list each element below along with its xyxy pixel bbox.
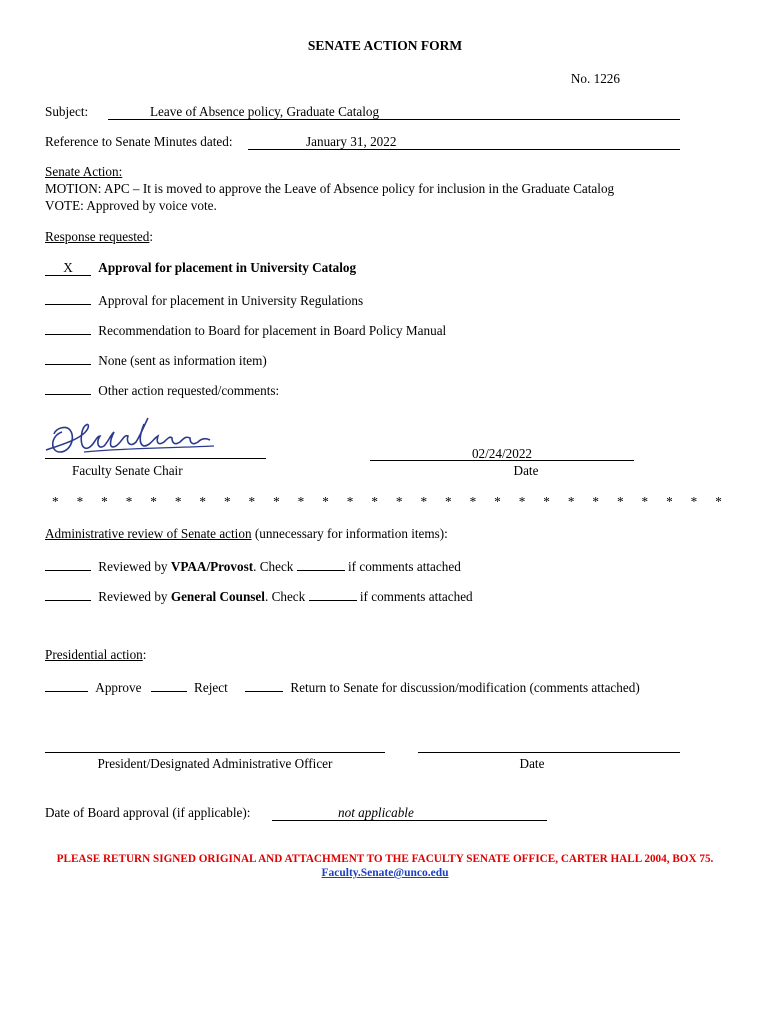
separator-star: * <box>616 494 624 509</box>
check-label: . Check <box>264 589 306 604</box>
reference-field <box>248 134 680 150</box>
board-approval-label: Date of Board approval (if applicable): <box>45 805 251 820</box>
response-heading-text: Response requested <box>45 229 150 244</box>
separator-star: * <box>420 494 428 509</box>
officer-date-label: Date <box>519 756 545 771</box>
separator-star: * <box>641 494 649 509</box>
response-label: Other action requested/comments: <box>98 383 280 398</box>
presidential-heading-text: Presidential action <box>45 647 143 662</box>
presidential-options <box>45 677 640 696</box>
response-label: Approval for placement in University Regulations <box>98 293 364 308</box>
admin-heading <box>45 526 448 542</box>
response-check-blank[interactable] <box>45 380 91 395</box>
signature-date-line <box>370 460 634 461</box>
general-counsel-label: General Counsel <box>170 589 265 604</box>
separator-star: * <box>322 494 329 509</box>
vpaa-review-row <box>45 556 461 575</box>
reject-label: Reject <box>194 680 228 695</box>
separator-star: * <box>346 494 354 509</box>
chair-signature <box>44 410 224 460</box>
response-option-none <box>45 350 267 369</box>
approve-blank[interactable] <box>45 677 88 692</box>
subject-label: Subject: <box>45 104 89 119</box>
response-option-board <box>45 320 446 339</box>
response-option-regulations <box>45 290 363 309</box>
reject-blank[interactable] <box>151 677 187 692</box>
return-instructions: PLEASE RETURN SIGNED ORIGINAL AND ATTACHMENT TO THE FACULTY SENATE OFFICE, CARTER HALL 2004, BOX 75. <box>56 853 714 865</box>
separator-star: * <box>543 494 550 509</box>
officer-date-line[interactable] <box>418 752 680 753</box>
response-label: Approval for placement in University Catalog <box>98 260 357 275</box>
separator-star: * <box>199 494 206 509</box>
response-check-blank[interactable] <box>45 290 91 305</box>
separator-star: * <box>125 494 133 509</box>
reviewed-by-label: Reviewed by <box>98 559 171 574</box>
vpaa-comments-blank[interactable] <box>297 556 345 571</box>
separator-star: * <box>518 494 526 509</box>
separator-star: * <box>52 494 59 509</box>
separator-star: * <box>469 494 477 509</box>
chair-label: Faculty Senate Chair <box>72 463 183 478</box>
separator-star: * <box>445 494 452 509</box>
response-label: None (sent as information item) <box>98 353 267 368</box>
subject-field <box>108 104 680 120</box>
chair-signature-line <box>45 458 266 459</box>
response-heading <box>45 229 153 245</box>
presidential-heading <box>45 647 146 663</box>
separator-star: * <box>395 494 403 509</box>
officer-signature-line[interactable] <box>45 752 385 753</box>
email-line <box>0 867 770 879</box>
counsel-comments-blank[interactable] <box>309 586 357 601</box>
separator-star: * <box>273 494 280 509</box>
response-label: Recommendation to Board for placement in Board Policy Manual <box>98 323 447 338</box>
vpaa-label: VPAA/Provost <box>170 559 254 574</box>
counsel-review-row <box>45 586 473 605</box>
motion-text: MOTION: APC – It is moved to approve the Leave of Absence policy for inclusion in the Graduate Catalog <box>45 181 615 196</box>
check-label: . Check <box>253 559 294 574</box>
senate-action-heading: Senate Action: <box>45 164 123 179</box>
subject-value: Leave of Absence policy, Graduate Catalog <box>150 104 380 119</box>
separator-star: * <box>248 494 256 509</box>
response-option-catalog <box>45 260 356 276</box>
signature-date-value: 02/24/2022 <box>471 446 533 461</box>
separator-star: * <box>592 494 599 509</box>
form-number: No. 1226 <box>570 71 620 86</box>
faculty-senate-email-link[interactable]: Faculty.Senate@unco.edu <box>321 867 449 879</box>
reference-value: January 31, 2022 <box>306 134 397 149</box>
separator-star: * <box>223 494 231 509</box>
separator-star: * <box>567 494 575 509</box>
presidential-heading-colon: : <box>142 647 147 662</box>
board-approval-value: not applicable <box>338 805 414 820</box>
comments-label: if comments attached <box>348 559 461 574</box>
separator-star: * <box>76 494 84 509</box>
comments-label: if comments attached <box>359 589 473 604</box>
separator-star: * <box>371 494 378 509</box>
response-check-blank[interactable] <box>45 320 91 335</box>
separator-star: * <box>690 494 698 509</box>
separator-star: * <box>297 494 305 509</box>
return-label: Return to Senate for discussion/modification (comments attached) <box>290 680 640 695</box>
separator-star: * <box>150 494 157 509</box>
reviewed-by-label: Reviewed by <box>98 589 171 604</box>
response-option-other <box>45 380 279 399</box>
response-check-blank[interactable] <box>45 350 91 365</box>
response-heading-colon: : <box>149 229 154 244</box>
separator-star: * <box>666 494 673 509</box>
officer-label: President/Designated Administrative Officer <box>97 756 333 771</box>
vpaa-review-blank[interactable] <box>45 556 91 571</box>
reference-label: Reference to Senate Minutes dated: <box>45 134 233 149</box>
star-separator <box>52 494 722 510</box>
admin-heading-rest: (unnecessary for information items): <box>251 526 448 541</box>
signature-date-label: Date <box>513 463 539 478</box>
admin-heading-underlined: Administrative review of Senate action <box>45 526 252 541</box>
separator-star: * <box>174 494 182 509</box>
response-check-mark: X <box>63 260 73 275</box>
board-approval-field <box>272 805 547 821</box>
response-check-blank[interactable] <box>45 261 91 276</box>
separator-star: * <box>101 494 108 509</box>
approve-label: Approve <box>95 680 142 695</box>
form-title: SENATE ACTION FORM <box>307 38 463 53</box>
separator-star: * <box>494 494 501 509</box>
counsel-review-blank[interactable] <box>45 586 91 601</box>
separator-star: * <box>715 494 722 509</box>
return-blank[interactable] <box>245 677 283 692</box>
vote-text: VOTE: Approved by voice vote. <box>45 198 217 213</box>
